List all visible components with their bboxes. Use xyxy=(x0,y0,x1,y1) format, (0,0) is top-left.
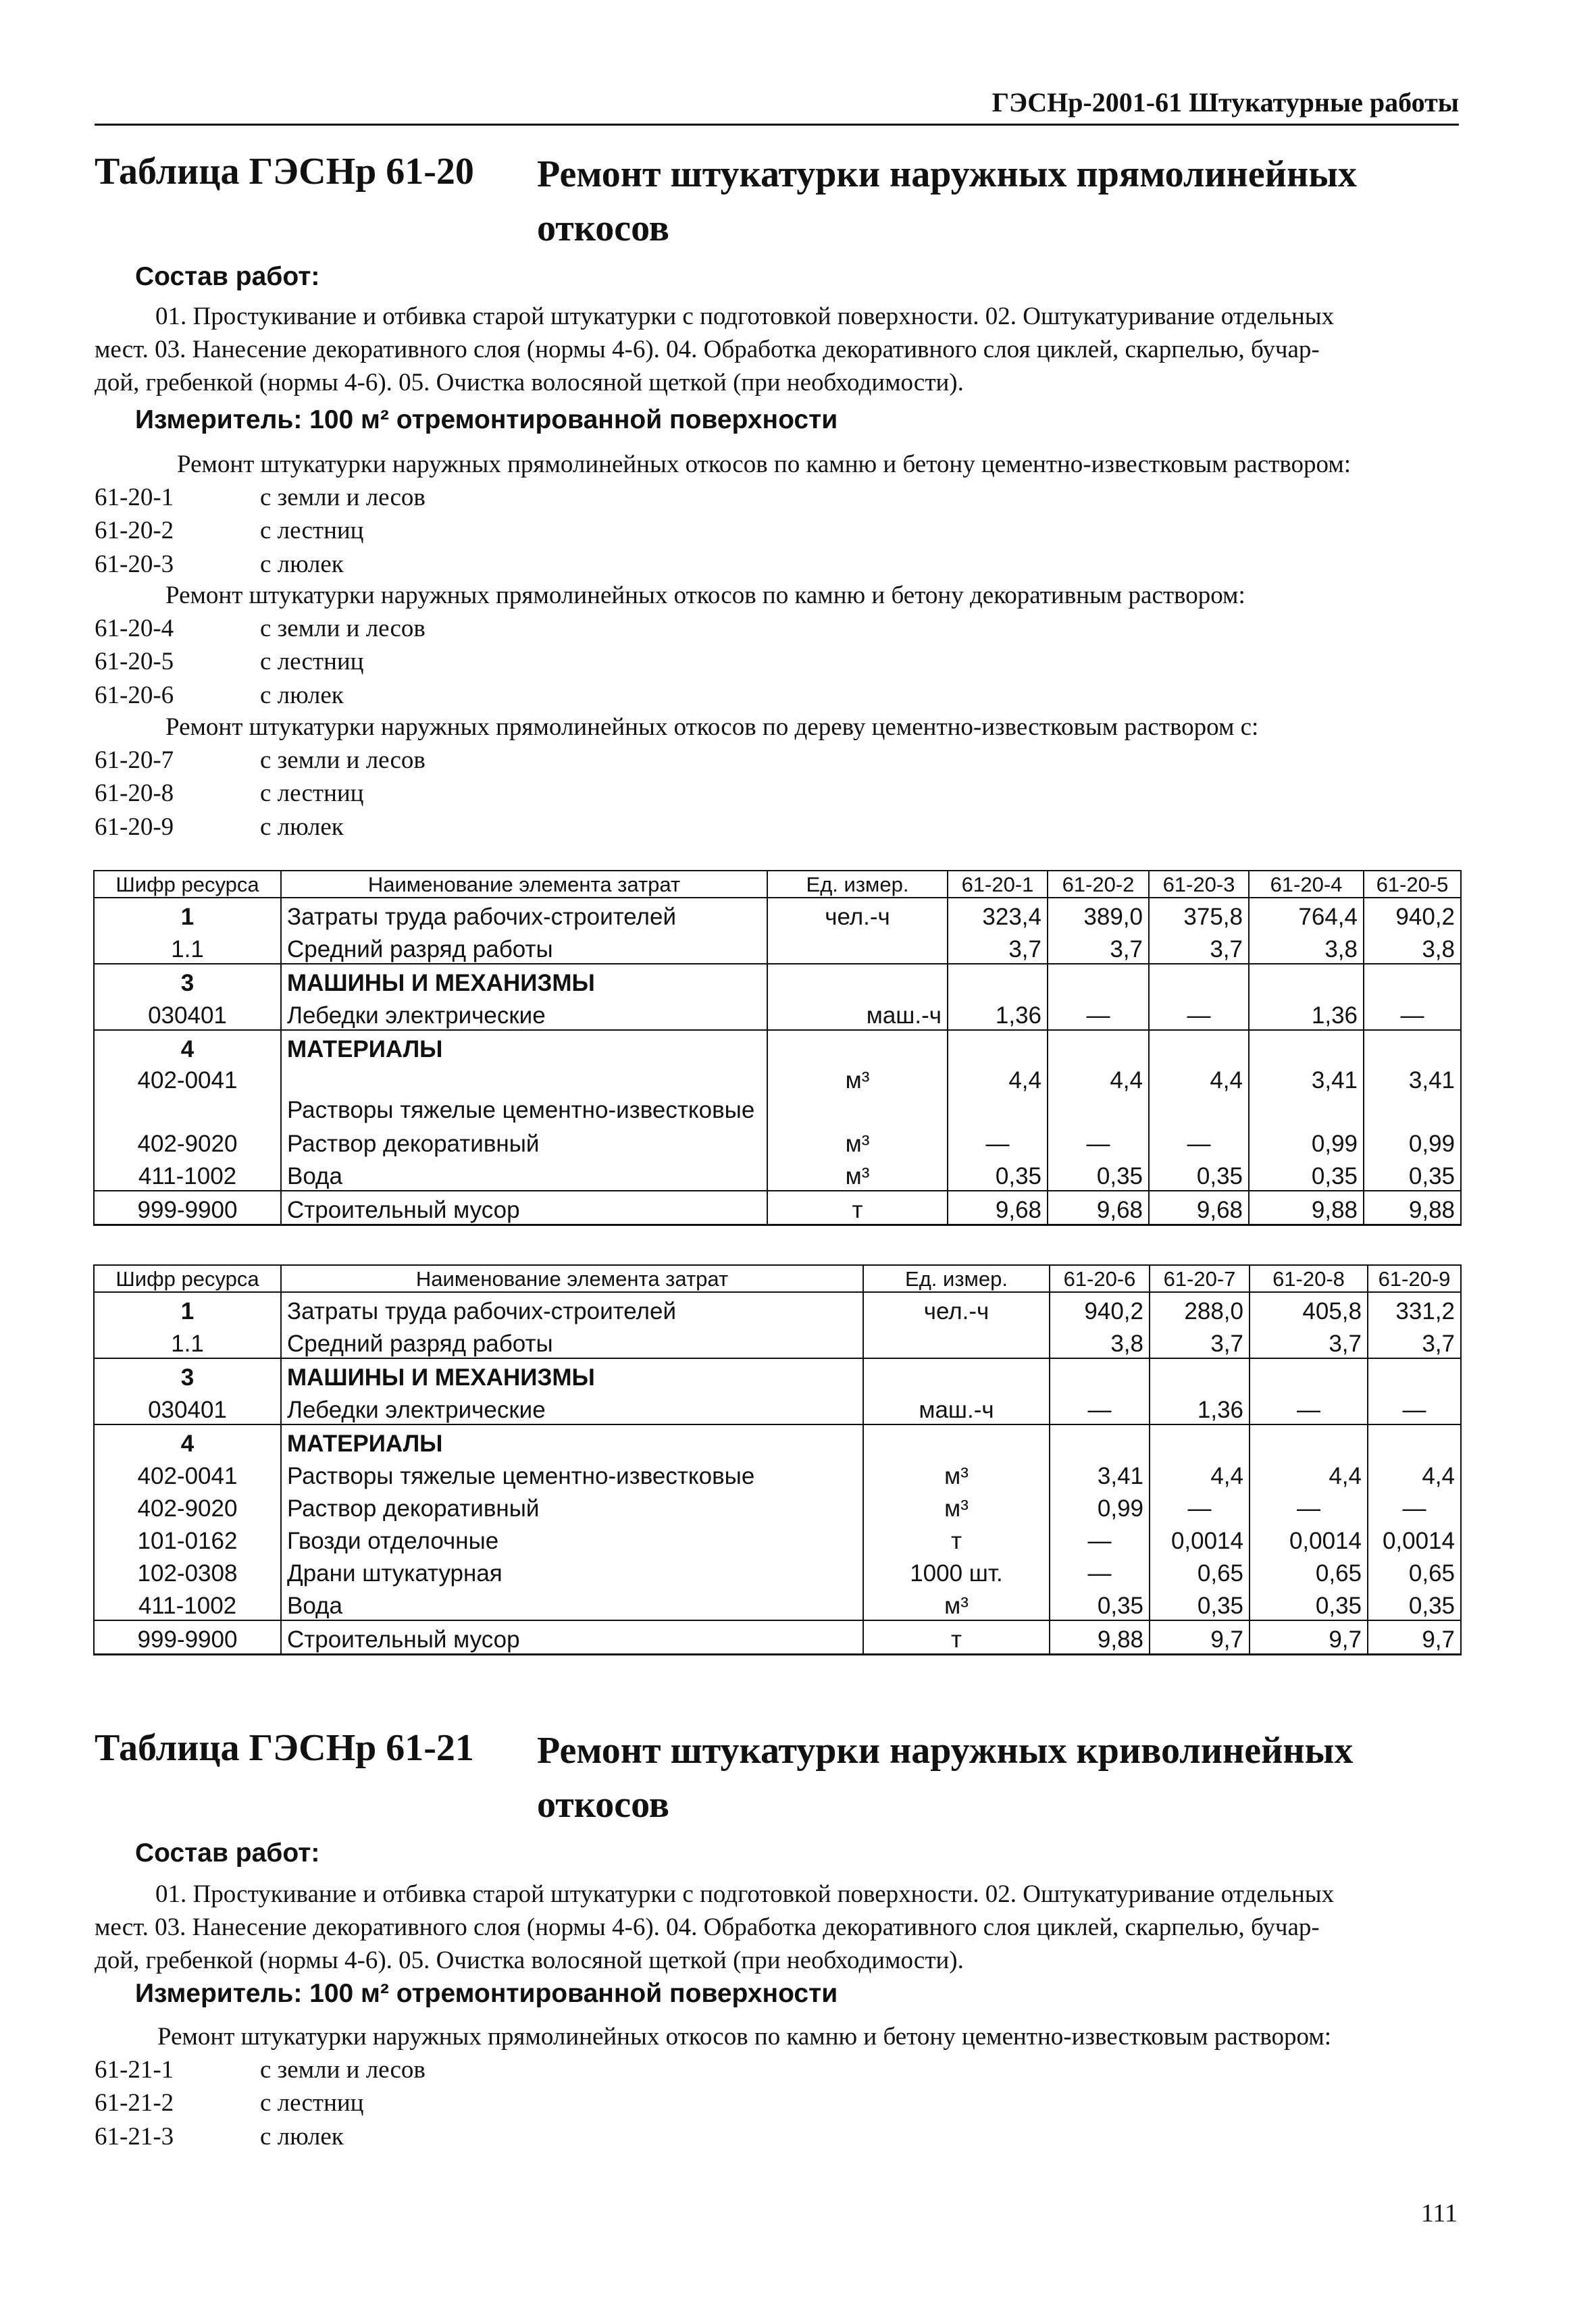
resource-value xyxy=(1149,964,1249,997)
code-item xyxy=(95,645,426,678)
resource-unit xyxy=(767,931,948,964)
table-row xyxy=(94,1325,1461,1358)
code-item xyxy=(95,2086,426,2119)
composition-line: дой, гребенкой (нормы 4-6). 05. Очистка волосяной щеткой (при необходимости). xyxy=(95,1947,964,1974)
resource-unit xyxy=(863,1358,1050,1391)
table-row xyxy=(94,1391,1461,1424)
resource-value: 4,4 xyxy=(1150,1458,1250,1490)
resource-value: 0,35 xyxy=(1249,1158,1364,1191)
table-row xyxy=(94,997,1461,1030)
code-item xyxy=(95,548,426,581)
header-cell: Шифр ресурса xyxy=(94,1265,281,1292)
table-row xyxy=(94,1587,1461,1620)
resource-name: Затраты труда рабочих-строителей xyxy=(281,898,767,931)
resource-value: 0,35 xyxy=(1250,1587,1368,1620)
resource-name: Средний разряд работы xyxy=(281,1325,863,1358)
resource-value: — xyxy=(1368,1490,1461,1522)
running-header: ГЭСНр-2001-61 Штукатурные работы xyxy=(992,87,1459,118)
resource-value xyxy=(1250,1358,1368,1391)
resource-unit: м³ xyxy=(767,1125,948,1158)
resource-value: 9,88 xyxy=(1249,1191,1364,1225)
table-number: Таблица ГЭСНр 61-20 xyxy=(95,151,474,192)
resource-value xyxy=(1368,1424,1461,1458)
table-row xyxy=(94,1030,1461,1063)
table-header-row xyxy=(94,1265,1461,1292)
table-row xyxy=(94,964,1461,997)
resource-unit: чел.-ч xyxy=(767,898,948,931)
resource-value: 9,88 xyxy=(1050,1620,1150,1655)
code-text: с люлек xyxy=(260,2122,344,2151)
resource-unit: т xyxy=(863,1620,1050,1655)
resource-value: — xyxy=(1368,1391,1461,1424)
table-title-line: откосов xyxy=(537,1784,669,1826)
resource-value: 0,99 xyxy=(1249,1125,1364,1158)
resource-value: 0,99 xyxy=(1364,1125,1461,1158)
resource-name: Строительный мусор xyxy=(281,1620,863,1655)
resource-unit: м³ xyxy=(863,1587,1050,1620)
code: 61-20-1 xyxy=(95,484,174,511)
resource-name: Затраты труда рабочих-строителей xyxy=(281,1292,863,1325)
code: 61-20-9 xyxy=(95,813,174,841)
code: 61-20-4 xyxy=(95,615,174,642)
resource-name: Строительный мусор xyxy=(281,1191,767,1225)
resource-value: 9,68 xyxy=(948,1191,1048,1225)
resource-code: 1 xyxy=(94,1292,281,1325)
code-text: с лестниц xyxy=(260,779,364,808)
group-intro: Ремонт штукатурки наружных прямолинейных откосов по дереву цементно-известковым раствором с: xyxy=(165,713,1259,741)
resource-value: 1,36 xyxy=(948,997,1048,1030)
resource-value: 9,7 xyxy=(1150,1620,1250,1655)
code-item xyxy=(95,777,426,810)
composition-text xyxy=(95,300,1461,399)
code: 61-20-2 xyxy=(95,517,174,545)
resource-value: 3,8 xyxy=(1050,1325,1150,1358)
resource-value: 0,0014 xyxy=(1150,1522,1250,1555)
header-cell: 61-20-6 xyxy=(1050,1265,1150,1292)
header-cell: 61-20-4 xyxy=(1249,871,1364,898)
code-text: с люлек xyxy=(260,813,344,841)
resource-value: — xyxy=(1149,1125,1249,1158)
header-cell: 61-20-8 xyxy=(1250,1265,1368,1292)
code-text: с земли и лесов xyxy=(260,746,426,774)
composition-line: мест. 03. Нанесение декоративного слоя (нормы 4-6). 04. Обработка декоративного слоя циклей, скарпелью, бучар- xyxy=(95,336,1320,363)
code-item xyxy=(95,2120,426,2153)
header-cell: 61-20-2 xyxy=(1048,871,1149,898)
resource-value: 0,65 xyxy=(1250,1555,1368,1587)
code-list xyxy=(95,2053,426,2153)
resource-value: — xyxy=(1050,1522,1150,1555)
code: 61-20-8 xyxy=(95,779,174,808)
resource-value: — xyxy=(1050,1555,1150,1587)
resource-value: 0,35 xyxy=(1368,1587,1461,1620)
code-text: с люлек xyxy=(260,550,344,578)
resource-unit xyxy=(863,1325,1050,1358)
header-cell: Ед. измер. xyxy=(863,1265,1050,1292)
header-cell: 61-20-3 xyxy=(1149,871,1249,898)
composition-label: Состав работ: xyxy=(135,1839,320,1868)
code-text: с земли и лесов xyxy=(260,2056,426,2084)
resource-value: 3,7 xyxy=(1048,931,1149,964)
resource-group-name: МАШИНЫ И МЕХАНИЗМЫ xyxy=(281,964,767,997)
resource-unit xyxy=(767,1030,948,1063)
resource-value: 0,35 xyxy=(1150,1587,1250,1620)
resource-unit: 1000 шт. xyxy=(863,1555,1050,1587)
resource-value: 9,68 xyxy=(1048,1191,1149,1225)
resource-value: 0,0014 xyxy=(1250,1522,1368,1555)
meter-label: Измеритель: 100 м² отремонтированной поверхности xyxy=(135,405,838,434)
header-cell: Наименование элемента затрат xyxy=(281,871,767,898)
header-rule xyxy=(95,124,1459,126)
code: 61-20-3 xyxy=(95,550,174,578)
table-row xyxy=(94,1158,1461,1191)
resource-unit: м³ xyxy=(863,1490,1050,1522)
resource-code: 999-9900 xyxy=(94,1191,281,1225)
resource-value: 4,4 xyxy=(948,1063,1048,1125)
resource-code: 411-1002 xyxy=(94,1587,281,1620)
resource-value: 940,2 xyxy=(1364,898,1461,931)
code: 61-20-7 xyxy=(95,746,174,774)
resource-value xyxy=(1250,1424,1368,1458)
resource-unit: чел.-ч xyxy=(863,1292,1050,1325)
resource-value: 4,4 xyxy=(1048,1063,1149,1125)
resource-value: 1,36 xyxy=(1150,1391,1250,1424)
group-intro: Ремонт штукатурки наружных прямолинейных откосов по камню и бетону цементно-известковым раствором: xyxy=(177,451,1352,478)
resource-code: 3 xyxy=(94,964,281,997)
resource-value: 3,8 xyxy=(1249,931,1364,964)
resource-code: 1.1 xyxy=(94,1325,281,1358)
resource-value: 0,35 xyxy=(1364,1158,1461,1191)
meter-label: Измеритель: 100 м² отремонтированной поверхности xyxy=(135,1979,838,2008)
code: 61-20-5 xyxy=(95,648,174,676)
resource-code: 1 xyxy=(94,898,281,931)
header-cell: Шифр ресурса xyxy=(94,871,281,898)
resource-name: Драни штукатурная xyxy=(281,1555,863,1587)
table-title-line: Ремонт штукатурки наружных прямолинейных xyxy=(537,153,1357,195)
table-row xyxy=(94,898,1461,931)
code-item xyxy=(95,811,426,844)
page-number: 111 xyxy=(1420,2199,1458,2228)
resource-name: Раствор декоративный xyxy=(281,1490,863,1522)
code-list xyxy=(95,612,426,712)
resource-value: 405,8 xyxy=(1250,1292,1368,1325)
code: 61-21-2 xyxy=(95,2089,174,2117)
resource-value: — xyxy=(1364,997,1461,1030)
resource-code: 999-9900 xyxy=(94,1620,281,1655)
resource-value: 331,2 xyxy=(1368,1292,1461,1325)
resource-value: 4,4 xyxy=(1149,1063,1249,1125)
table-title xyxy=(537,147,1357,255)
table-title-line: откосов xyxy=(537,207,669,249)
table-row xyxy=(94,1490,1461,1522)
table-row xyxy=(94,1191,1461,1225)
code-text: с лестниц xyxy=(260,2089,364,2117)
table-row xyxy=(94,1424,1461,1458)
resource-value: 940,2 xyxy=(1050,1292,1150,1325)
resource-value: 0,35 xyxy=(1048,1158,1149,1191)
resource-name: Гвозди отделочные xyxy=(281,1522,863,1555)
resource-value: 4,4 xyxy=(1368,1458,1461,1490)
resource-value: 0,65 xyxy=(1150,1555,1250,1587)
resource-value xyxy=(1048,1030,1149,1063)
resource-code: 030401 xyxy=(94,997,281,1030)
code-text: с люлек xyxy=(260,681,344,709)
resource-code: 3 xyxy=(94,1358,281,1391)
resource-value: 4,4 xyxy=(1250,1458,1368,1490)
resource-unit xyxy=(863,1424,1050,1458)
resource-value xyxy=(1050,1358,1150,1391)
resource-value xyxy=(1150,1358,1250,1391)
code: 61-20-6 xyxy=(95,681,174,709)
resource-value: 0,99 xyxy=(1050,1490,1150,1522)
resource-value: 764,4 xyxy=(1249,898,1364,931)
resource-value xyxy=(1050,1424,1150,1458)
resource-unit: т xyxy=(767,1191,948,1225)
resource-code: 402-0041 xyxy=(94,1458,281,1490)
resource-unit: м³ xyxy=(767,1158,948,1191)
resource-value: 3,41 xyxy=(1249,1063,1364,1125)
table-header-row xyxy=(94,871,1461,898)
resource-unit: т xyxy=(863,1522,1050,1555)
composition-label: Состав работ: xyxy=(135,262,320,291)
code-item xyxy=(95,744,426,777)
header-cell: 61-20-9 xyxy=(1368,1265,1461,1292)
resource-value: — xyxy=(1050,1391,1150,1424)
composition-line: мест. 03. Нанесение декоративного слоя (нормы 4-6). 04. Обработка декоративного слоя циклей, скарпелью, бучар- xyxy=(95,1913,1320,1941)
resource-name: Вода xyxy=(281,1587,863,1620)
code-item xyxy=(95,2053,426,2086)
resource-value xyxy=(1364,1030,1461,1063)
group-intro: Ремонт штукатурки наружных прямолинейных откосов по камню и бетону декоративным раствором: xyxy=(165,582,1245,609)
resource-code: 411-1002 xyxy=(94,1158,281,1191)
resource-value: 0,35 xyxy=(1149,1158,1249,1191)
table-row xyxy=(94,1620,1461,1655)
resource-name: Лебедки электрические xyxy=(281,1391,863,1424)
group-intro: Ремонт штукатурки наружных прямолинейных откосов по камню и бетону цементно-известковым раствором: xyxy=(157,2023,1332,2051)
resource-value: — xyxy=(1150,1490,1250,1522)
resource-value xyxy=(1364,964,1461,997)
code-item xyxy=(95,612,426,645)
resource-value xyxy=(1149,1030,1249,1063)
resource-value: 0,35 xyxy=(948,1158,1048,1191)
resource-table xyxy=(93,870,1462,1226)
resource-name: Средний разряд работы xyxy=(281,931,767,964)
resource-code: 102-0308 xyxy=(94,1555,281,1587)
resource-value: 3,7 xyxy=(1368,1325,1461,1358)
table-row xyxy=(94,1458,1461,1490)
resource-code: 4 xyxy=(94,1030,281,1063)
table-row xyxy=(94,1555,1461,1587)
resource-group-name: МАТЕРИАЛЫ xyxy=(281,1030,767,1063)
resource-value: — xyxy=(948,1125,1048,1158)
resource-value: 389,0 xyxy=(1048,898,1149,931)
header-cell: 61-20-5 xyxy=(1364,871,1461,898)
resource-unit: м³ xyxy=(863,1458,1050,1490)
resource-code: 402-9020 xyxy=(94,1125,281,1158)
resource-value: 9,68 xyxy=(1149,1191,1249,1225)
resource-unit: м³ xyxy=(767,1063,948,1125)
composition-line: 01. Простукивание и отбивка старой штукатурки с подготовкой поверхности. 02. Оштукатуривание отдельных xyxy=(155,1880,1335,1908)
table-title-line: Ремонт штукатурки наружных криволинейных xyxy=(537,1730,1354,1772)
resource-table xyxy=(93,1264,1462,1655)
table-row xyxy=(94,1358,1461,1391)
table-row xyxy=(94,1522,1461,1555)
code-list xyxy=(95,744,426,844)
resource-value: 323,4 xyxy=(948,898,1048,931)
resource-value: 3,41 xyxy=(1050,1458,1150,1490)
header-cell: Ед. измер. xyxy=(767,871,948,898)
resource-value: 3,8 xyxy=(1364,931,1461,964)
resource-code: 4 xyxy=(94,1424,281,1458)
resource-value xyxy=(1249,964,1364,997)
resource-code: 030401 xyxy=(94,1391,281,1424)
resource-value: — xyxy=(1250,1391,1368,1424)
composition-text xyxy=(95,1878,1461,1977)
code: 61-21-1 xyxy=(95,2056,174,2084)
composition-line: дой, гребенкой (нормы 4-6). 05. Очистка волосяной щеткой (при необходимости). xyxy=(95,369,964,396)
resource-unit: маш.-ч xyxy=(767,997,948,1030)
resource-value xyxy=(1150,1424,1250,1458)
resource-value: 0,65 xyxy=(1368,1555,1461,1587)
code-text: с земли и лесов xyxy=(260,615,426,642)
table-title xyxy=(537,1724,1353,1832)
resource-value: 3,7 xyxy=(1150,1325,1250,1358)
resource-value: 9,88 xyxy=(1364,1191,1461,1225)
resource-value: 9,7 xyxy=(1368,1620,1461,1655)
code-item xyxy=(95,514,426,547)
code-list xyxy=(95,481,426,581)
resource-group-name: МАТЕРИАЛЫ xyxy=(281,1424,863,1458)
table-row xyxy=(94,931,1461,964)
resource-value: — xyxy=(1250,1490,1368,1522)
resource-name: Растворы тяжелые цементно-известковые xyxy=(281,1458,863,1490)
resource-value xyxy=(948,1030,1048,1063)
resource-unit xyxy=(767,964,948,997)
resource-name: Раствор декоративный xyxy=(281,1125,767,1158)
composition-line: 01. Простукивание и отбивка старой штукатурки с подготовкой поверхности. 02. Оштукатуривание отдельных xyxy=(155,303,1335,330)
resource-name: Лебедки электрические xyxy=(281,997,767,1030)
resource-value: 3,7 xyxy=(948,931,1048,964)
resource-value: 1,36 xyxy=(1249,997,1364,1030)
resource-value: 3,7 xyxy=(1149,931,1249,964)
resource-value: 9,7 xyxy=(1250,1620,1368,1655)
resource-value xyxy=(948,964,1048,997)
code-text: с лестниц xyxy=(260,648,364,676)
resource-value: 288,0 xyxy=(1150,1292,1250,1325)
table-row xyxy=(94,1125,1461,1158)
header-cell: 61-20-7 xyxy=(1150,1265,1250,1292)
code-item xyxy=(95,679,426,712)
resource-value xyxy=(1368,1358,1461,1391)
resource-value: — xyxy=(1048,997,1149,1030)
resource-value: 0,0014 xyxy=(1368,1522,1461,1555)
code-text: с лестниц xyxy=(260,517,364,545)
resource-value: — xyxy=(1149,997,1249,1030)
resource-value: 3,7 xyxy=(1250,1325,1368,1358)
resource-name: Растворы тяжелые цементно-известковые xyxy=(281,1063,767,1125)
resource-value: 375,8 xyxy=(1149,898,1249,931)
resource-unit: маш.-ч xyxy=(863,1391,1050,1424)
resource-group-name: МАШИНЫ И МЕХАНИЗМЫ xyxy=(281,1358,863,1391)
resource-code: 402-0041 xyxy=(94,1063,281,1125)
header-cell: Наименование элемента затрат xyxy=(281,1265,863,1292)
resource-code: 101-0162 xyxy=(94,1522,281,1555)
table-row xyxy=(94,1063,1461,1125)
code-text: с земли и лесов xyxy=(260,484,426,511)
code-item xyxy=(95,481,426,514)
resource-code: 1.1 xyxy=(94,931,281,964)
table-number: Таблица ГЭСНр 61-21 xyxy=(95,1727,474,1769)
resource-value: 3,41 xyxy=(1364,1063,1461,1125)
resource-value: — xyxy=(1048,1125,1149,1158)
resource-code: 402-9020 xyxy=(94,1490,281,1522)
header-cell: 61-20-1 xyxy=(948,871,1048,898)
table-row xyxy=(94,1292,1461,1325)
resource-value: 0,35 xyxy=(1050,1587,1150,1620)
resource-value xyxy=(1249,1030,1364,1063)
code: 61-21-3 xyxy=(95,2122,174,2151)
resource-value xyxy=(1048,964,1149,997)
resource-name: Вода xyxy=(281,1158,767,1191)
